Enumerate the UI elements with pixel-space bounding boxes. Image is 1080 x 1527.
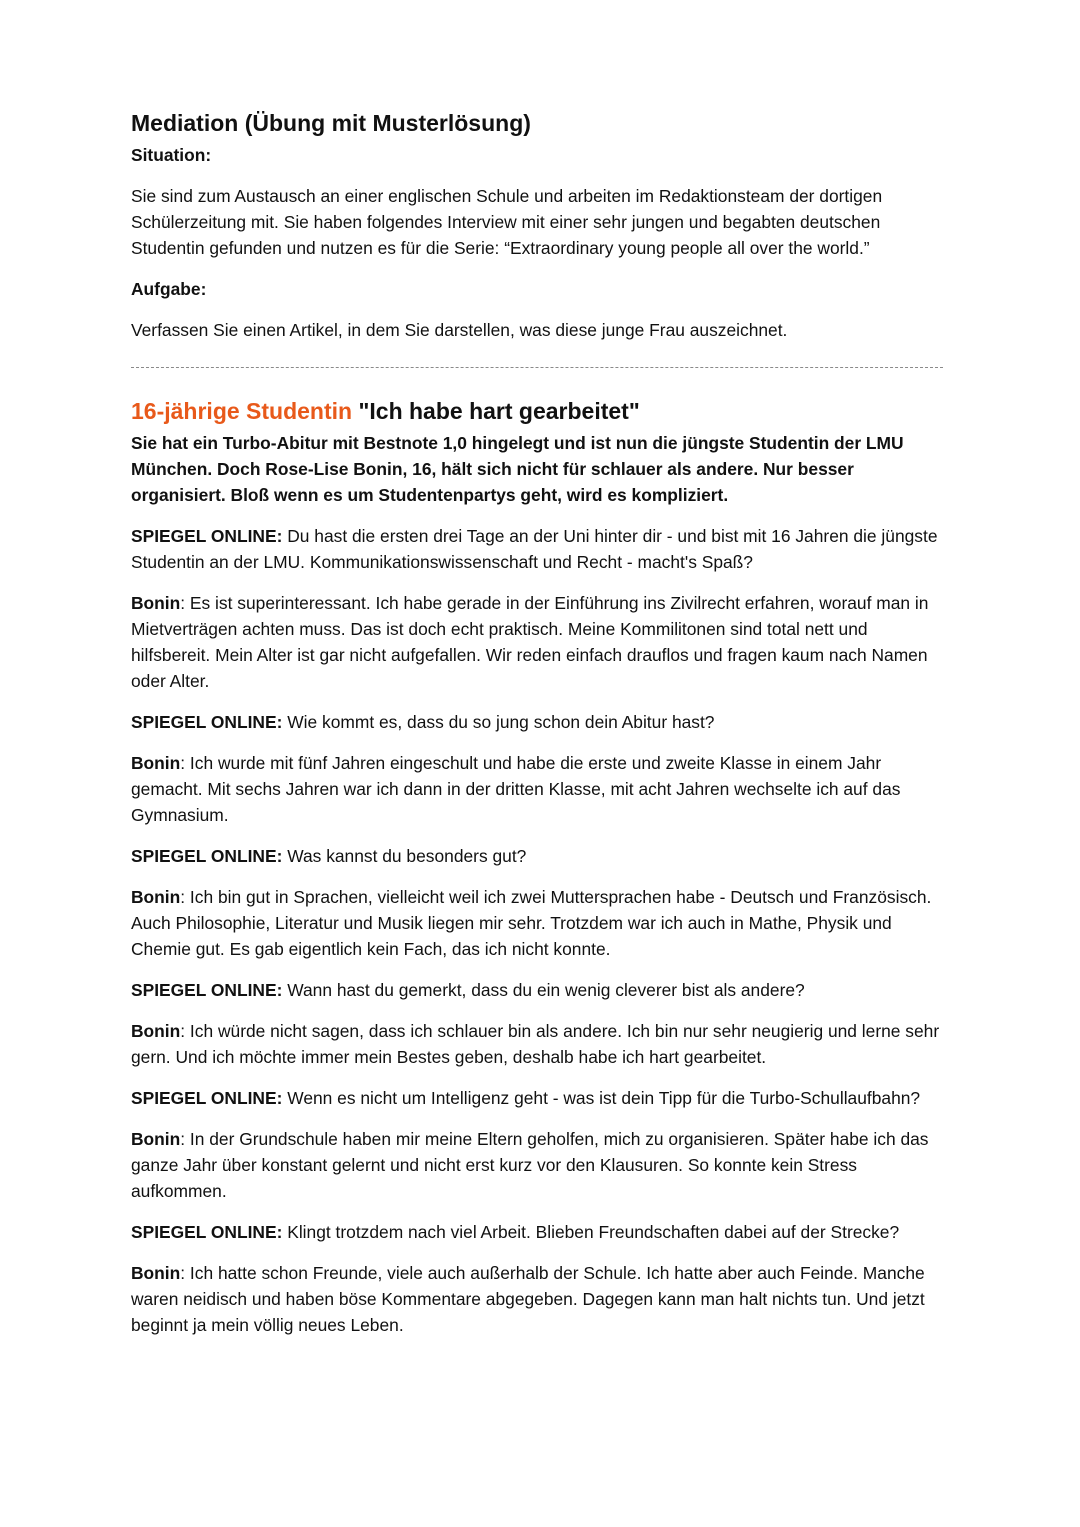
article-lead: Sie hat ein Turbo-Abitur mit Bestnote 1,0 hingelegt und ist nun die jüngste Studentin der LMU München. Doch Rose-Lise Bonin, 16, hält sich nicht für schlauer als andere. Nur besser organisiert. Bloß wenn es um Studentenpartys geht, wird es kompliziert. xyxy=(131,433,904,505)
interview xyxy=(131,523,946,1338)
interview-paragraph xyxy=(131,977,946,1003)
interview-paragraph xyxy=(131,523,946,575)
document-page xyxy=(131,106,946,1338)
interview-speaker: SPIEGEL ONLINE: xyxy=(131,712,283,732)
article-headline xyxy=(131,394,946,428)
interview-text: : In der Grundschule haben mir meine Eltern geholfen, mich zu organisieren. Später habe ich das ganze Jahr über konstant gelernt und nicht erst kurz vor den Klausuren. So konnte kein Stress aufkommen. xyxy=(131,1129,929,1201)
interview-speaker: SPIEGEL ONLINE: xyxy=(131,526,283,546)
article-headline-quote: "Ich habe hart gearbeitet" xyxy=(352,398,640,424)
interview-text: Klingt trotzdem nach viel Arbeit. Blieben Freundschaften dabei auf der Strecke? xyxy=(282,1222,900,1242)
interview-paragraph xyxy=(131,590,946,694)
interview-speaker: Bonin xyxy=(131,1129,181,1149)
interview-text: Wie kommt es, dass du so jung schon dein Abitur hast? xyxy=(282,712,715,732)
interview-speaker: Bonin xyxy=(131,1021,181,1041)
interview-paragraph xyxy=(131,750,946,828)
interview-text: : Ich bin gut in Sprachen, vielleicht weil ich zwei Muttersprachen habe - Deutsch und Französisch. Auch Philosophie, Literatur und Musik liegen mir sehr. Trotzdem war ich auch in Mathe, Physik und Chemie gut. Es gab eigentlich kein Fach, das ich nicht konnte. xyxy=(131,887,932,959)
interview-speaker: SPIEGEL ONLINE: xyxy=(131,1222,283,1242)
interview-text: Du hast die ersten drei Tage an der Uni hinter dir - und bist mit 16 Jahren die jüngste Studentin an der LMU. Kommunikationswissenschaft und Recht - macht's Spaß? xyxy=(131,526,938,572)
dashed-divider xyxy=(131,367,943,368)
interview-paragraph xyxy=(131,1219,946,1245)
interview-paragraph xyxy=(131,1018,946,1070)
interview-paragraph xyxy=(131,1085,946,1111)
situation-label: Situation: xyxy=(131,145,212,165)
task-text: Verfassen Sie einen Artikel, in dem Sie darstellen, was diese junge Frau auszeichnet. xyxy=(131,320,788,340)
interview-speaker: Bonin xyxy=(131,753,181,773)
interview-text: : Ich wurde mit fünf Jahren eingeschult und habe die erste und zweite Klasse in einem Jahr gemacht. Mit sechs Jahren war ich dann in der dritten Klasse, mit acht Jahren wechselte ich auf das Gymnasium. xyxy=(131,753,901,825)
interview-text: Wenn es nicht um Intelligenz geht - was ist dein Tipp für die Turbo-Schullaufbahn? xyxy=(282,1088,921,1108)
task-label: Aufgabe: xyxy=(131,279,207,299)
interview-text: : Es ist superinteressant. Ich habe gerade in der Einführung ins Zivilrecht erfahren, worauf man in Mietverträgen achten muss. Das ist doch echt praktisch. Meine Kommilitonen sind total nett und hilfsbereit. Mein Alter ist gar nicht aufgefallen. Wir reden einfach drauflos und fragen kaum nach Namen oder Alter. xyxy=(131,593,929,691)
interview-paragraph xyxy=(131,709,946,735)
interview-paragraph xyxy=(131,843,946,869)
article-kicker: 16-jährige Studentin xyxy=(131,398,353,424)
interview-speaker: Bonin xyxy=(131,1263,181,1283)
interview-speaker: Bonin xyxy=(131,593,181,613)
interview-speaker: SPIEGEL ONLINE: xyxy=(131,846,283,866)
exercise-title: Mediation (Übung mit Musterlösung) xyxy=(131,110,531,136)
interview-speaker: SPIEGEL ONLINE: xyxy=(131,980,283,1000)
interview-text: : Ich würde nicht sagen, dass ich schlauer bin als andere. Ich bin nur sehr neugierig und lerne sehr gern. Und ich möchte immer mein Bestes geben, deshalb habe ich hart gearbeitet. xyxy=(131,1021,940,1067)
interview-paragraph xyxy=(131,884,946,962)
interview-paragraph xyxy=(131,1260,946,1338)
interview-text: : Ich hatte schon Freunde, viele auch außerhalb der Schule. Ich hatte aber auch Feinde. Manche waren neidisch und haben böse Kommentare abgegeben. Dagegen kann man halt nichts tun. Und jetzt beginnt ja mein völlig neues Leben. xyxy=(131,1263,925,1335)
interview-text: Was kannst du besonders gut? xyxy=(282,846,527,866)
situation-text: Sie sind zum Austausch an einer englischen Schule und arbeiten im Redaktionsteam der dortigen Schülerzeitung mit. Sie haben folgendes Interview mit einer sehr jungen und begabten deutschen Studentin gefunden und nutzen es für die Serie: “Extraordinary young people all over the world.” xyxy=(131,186,883,258)
interview-speaker: SPIEGEL ONLINE: xyxy=(131,1088,283,1108)
interview-text: Wann hast du gemerkt, dass du ein wenig cleverer bist als andere? xyxy=(282,980,805,1000)
interview-paragraph xyxy=(131,1126,946,1204)
interview-speaker: Bonin xyxy=(131,887,181,907)
